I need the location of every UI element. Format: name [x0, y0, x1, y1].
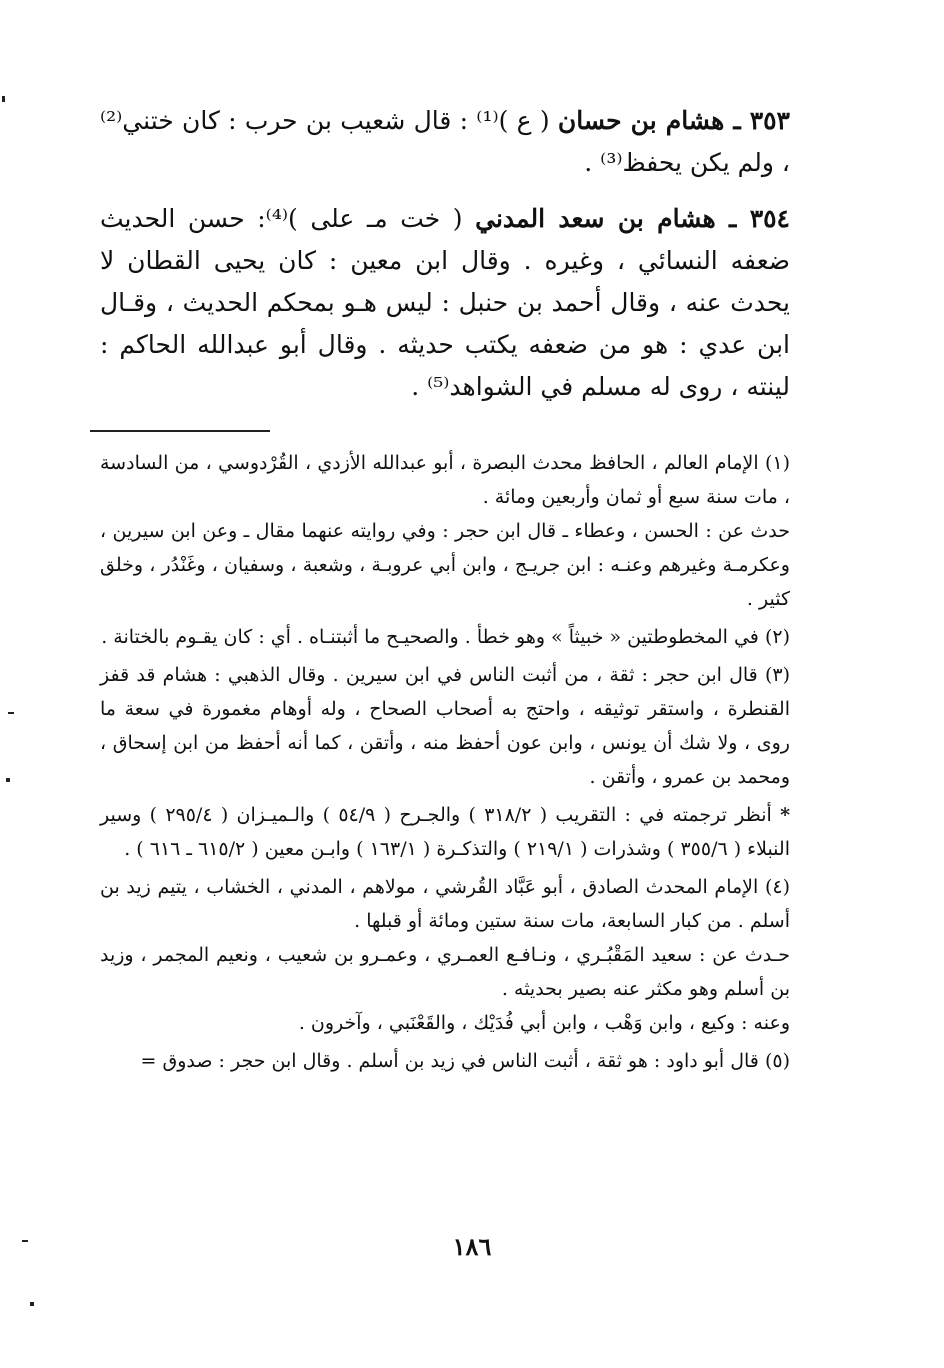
footnote-2 — [100, 620, 790, 654]
entry-353 — [100, 100, 790, 184]
footnote-1-label: (١) — [764, 452, 790, 474]
page-number: ١٨٦ — [452, 1232, 492, 1261]
entry-353-text: ( ع )⁽¹⁾ : قال شعيب بن حرب : كان ختني⁽²⁾ ، ولم يكن يحفظ⁽³⁾ . — [100, 106, 790, 177]
footnote-1-narrators: حدث عن : الحسن ، وعطاء ـ قال ابن حجر : وفي روايته عنهما مقال ـ وعن ابن سيرين ، وعكرمـة وغيرهم وعنـه : ابن جريـج ، وابن أبي عروبـة ، وشعبة ، وسفيان ، وغَنْدُر ، وخلق كثير . — [100, 520, 790, 610]
page-body — [100, 100, 790, 1078]
footnote-5 — [100, 1044, 790, 1078]
scan-speck — [30, 1302, 34, 1306]
footnote-3 — [100, 658, 790, 794]
footnote-1-text: الإمام العالم ، الحافظ محدث البصرة ، أبو عبدالله الأزدي ، القُرْدوسي ، من السادسة ، مات سنة سبع أو ثمان وأربعين ومائة . — [100, 452, 790, 508]
scan-speck — [8, 712, 14, 714]
footnote-1 — [100, 446, 790, 616]
footnote-2-text: في المخطوطتين « خبيثاً » وهو خطأ . والصحيـح ما أثبتنـاه . أي : كان يقـوم بالختانة . — [101, 626, 759, 648]
footnote-2-label: (٢) — [764, 626, 790, 648]
footnote-4-label: (٤) — [764, 876, 790, 898]
footnote-4-students: وعنه : وكيع ، وابن وَهْب ، وابن أبي فُدَيْك ، والقَعْنَبي ، وآخرون . — [298, 1012, 790, 1034]
entry-354 — [100, 198, 790, 408]
footnote-5-label: (٥) — [764, 1050, 790, 1072]
footnote-5-text: قال أبو داود : هو ثقة ، أثبت الناس في زيد بن أسلم . وقال ابن حجر : صدوق = — [140, 1050, 759, 1072]
scan-speck — [2, 96, 5, 102]
entry-354-text: ( خت مـ على )⁽⁴⁾: حسن الحديث ضعفه النسائي ، وغيره . وقال ابن معين : كان يحيى القطان لا يحدث عنه ، وقال أحمد بن حنبل : ليس هـو بمحكم الحديث ، وقـال ابن عدي : هو من ضعفه يكتب حديثه . وقال أبو عبدالله الحاكم : لينته ، روى له مسلم في الشواهد⁽⁵⁾ . — [100, 204, 790, 401]
footnote-3-label: (٣) — [764, 664, 790, 686]
scan-speck — [6, 778, 10, 782]
footnote-4-text: الإمام المحدث الصادق ، أبو عَبَّاد القُرشي ، مولاهم ، المدني ، الخشاب ، يتيم زيد بن أسلم . من كبار السابعة، مات سنة ستين ومائة أو قبلها . — [100, 876, 790, 932]
entry-354-heading: ٣٥٤ ـ هشام بن سعد المدني — [475, 204, 790, 233]
footnote-references — [100, 798, 790, 866]
asterisk-icon: * — [780, 804, 791, 826]
footnote-separator — [90, 430, 270, 432]
footnote-4 — [100, 870, 790, 1040]
references-text: أنظر ترجمته في : التقريب ( ٣١٨/٢ ) والجـرح ( ٥٤/٩ ) والـميـزان ( ٢٩٥/٤ ) وسير النبلاء ( ٣٥٥/٦ ) وشذرات ( ٢١٩/١ ) والتذكـرة ( ١٦٣/١ ) وابـن معين ( ٦١٥/٢ ـ ٦١٦ ) . — [100, 804, 790, 860]
footnote-3-text: قال ابن حجر : ثقة ، من أثبت الناس في ابن سيرين . وقال الذهبي : هشام قد قفز القنطرة ، واستقر توثيقه ، واحتج به أصحاب الصحاح ، وله أوهام مغمورة في سعة ما روى ، ولا شك أن يونس ، وابن عون أحفظ منه ، وأتقن ، كما أنه أحفظ من ابن إسحاق ، ومحمد بن عمرو ، وأتقن . — [100, 664, 790, 788]
entry-353-heading: ٣٥٣ ـ هشام بن حسان — [557, 106, 790, 135]
scan-speck — [22, 1240, 28, 1242]
footnote-4-teachers: حـدث عن : سعيد المَقْبُـري ، ونـافـع العمـري ، وعمـرو بن شعيب ، ونعيم المجمر ، وزيد بن أسلم وهو مكثر عنه بصير بحديثه . — [100, 944, 790, 1000]
